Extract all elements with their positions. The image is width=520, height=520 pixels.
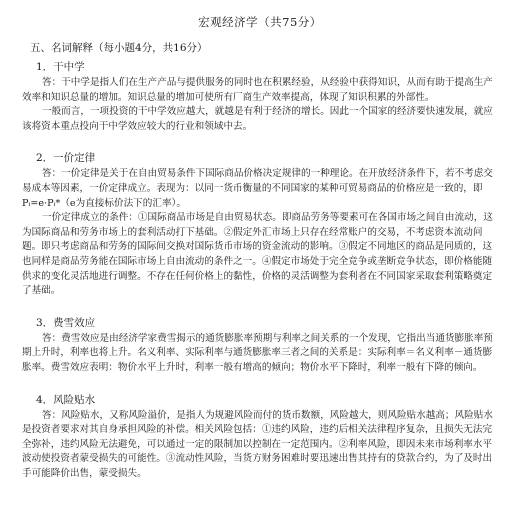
item-heading: 3．费雪效应 [36, 316, 96, 329]
section-heading: 五、名词解释（每小题4分，共16分） [30, 42, 208, 54]
paragraph: 一价定律成立的条件：①国际商品市场是自由贸易状态。即商品劳务等要素可在各国市场之间自由流动，这为国际商品和劳务市场上的套利活动打下基础。②假定外汇市场上只存在经常账户的交易，不考虑资本流动问题。即只考虑商品和劳务的国际间交换对国际货币市场的资金流动的影响。③假定不同地区的商品是同质的，这也同样是商品劳务能在国际市场上自由流动的条件之一。④假定市场处于完全竞争或垄断竞争状态，即价格能随供求的变化灵活地进行调整。不存在任何价格上的黏性，价格的灵活调整为套利者在不同国家采取套利策略奠定了基础。 [22, 212, 493, 297]
paragraph: 答：风险贴水，又称风险溢价，是指人为规避风险而付的货币数额，风险越大，则风险贴水越高；风险贴水是投资者要求对其自身承担风险的补偿。相关风险包括：①违约风险，违约后相关法律程序复杂，且损失无法完全弥补，违约风险无法避免，可以通过一定的限制加以控制在一定范围内。②利率风险，即因未来市场利率水平波动使投资者蒙受损失的可能性。③流动性风险，当货方财务困难时要迅速出售其持有的贷款合约，为了及时出手可能降价出售，蒙受损失。 [22, 409, 493, 479]
formula-line: Pᵢ=e·Pᵢ*（e为直接标价法下的汇率）。 [22, 197, 186, 209]
item-heading: 1．干中学 [36, 61, 85, 73]
paragraph: 答：一价定律是关于在自由贸易条件下国际商品价格决定规律的一种理论。在开放经济条件下，若不考虑交易成本等因素，一价定律成立。表现为：以同一货币衡量的不同国家的某种可贸易商品的价格应是一致的，即 [22, 168, 493, 194]
item-heading: 4．风险贴水 [36, 393, 96, 406]
paragraph: 答：费雪效应是由经济学家费雪揭示的通货膨胀率预期与利率之间关系的一个发现，它指出当通货膨胀率预期上升时，利率也将上升。名义利率、实际利率与通货膨胀率三者之间的关系是：实际利率＝名义利率－通货膨胀率。费雪效应表明：物价水平上升时，利率一般有增高的倾向；物价水平下降时，利率一般有下降的倾向。 [22, 332, 493, 373]
page-title: 宏观经济学（共75分） [198, 15, 322, 29]
paragraph: 一般而言，一项投资的干中学效应越大，就越是有利于经济的增长。因此一个国家的经济要快速发展，就应该将资本重点投向干中学效应较大的行业和领域中去。 [22, 106, 493, 132]
item-heading: 2．一价定律 [36, 152, 96, 165]
paragraph: 答：干中学是指人们在生产产品与提供服务的同时也在积累经验，从经验中获得知识，从而有助于提高生产效率和知识总量的增加。知识总量的增加可使所有厂商生产效率提高，体现了知识积累的外部性。 [22, 77, 493, 103]
